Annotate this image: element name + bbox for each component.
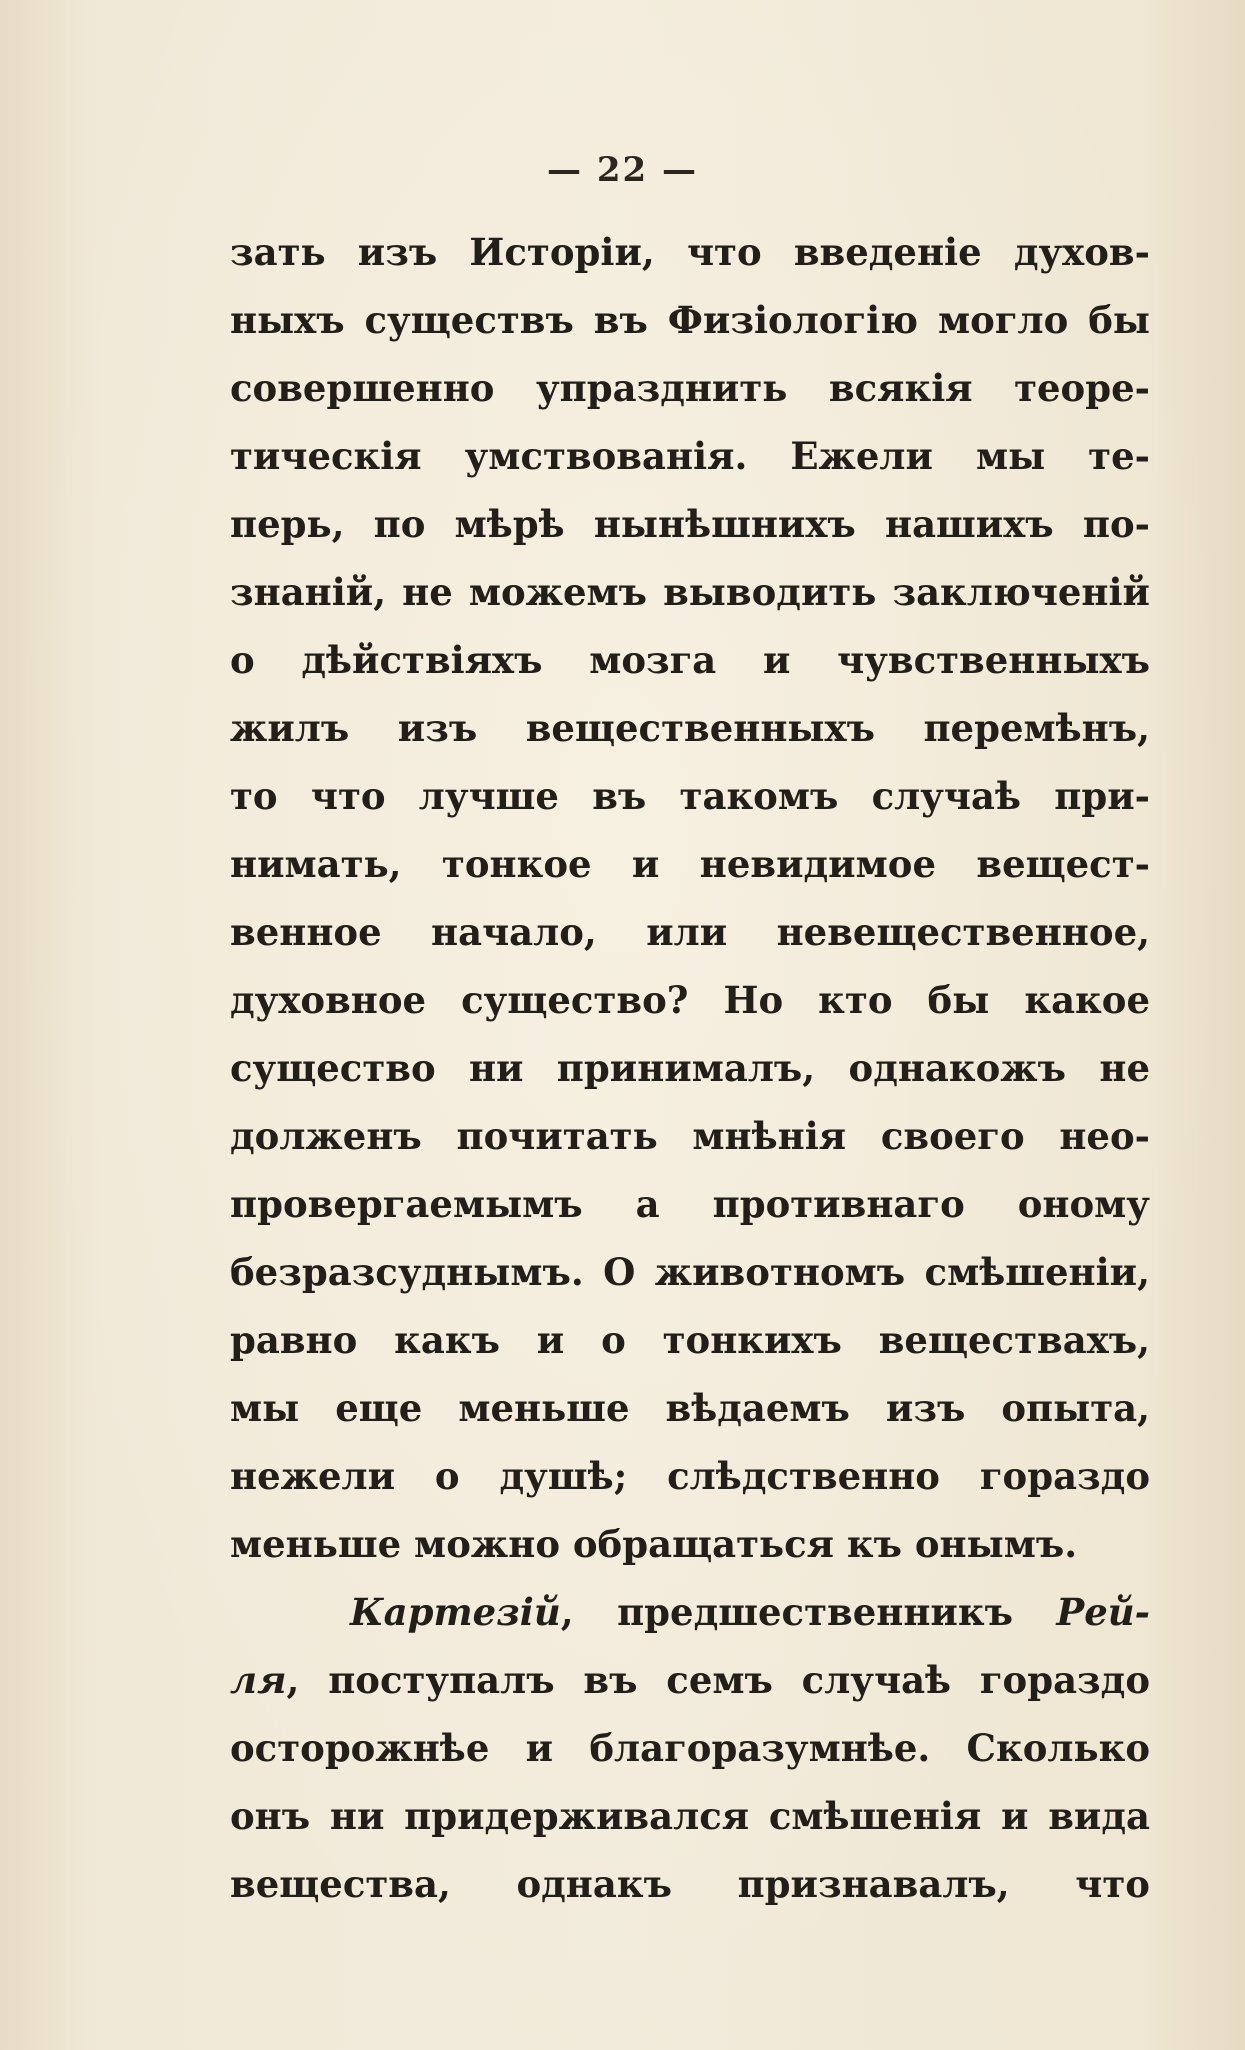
text-line: о дѣйствіяхъ мозга и чувственныхъ xyxy=(230,638,1150,682)
text-line: онъ ни придерживался смѣшенія и вида xyxy=(230,1794,1150,1838)
text-segment: , предшественникъ xyxy=(560,1590,1057,1634)
text-line: то что лучше въ такомъ случаѣ при- xyxy=(230,774,1150,818)
text-line: тическія умствованія. Ежели мы те- xyxy=(230,434,1150,478)
text-line: нимать, тонкое и невидимое вещест- xyxy=(230,842,1150,886)
name-cartesius: Картезій xyxy=(350,1590,561,1634)
text-line: провергаемымъ а противнаго оному xyxy=(230,1182,1150,1226)
text-line: знаній, не можемъ выводить заключеній xyxy=(230,570,1150,614)
text-line: духовное существо? Но кто бы какое xyxy=(230,978,1150,1022)
text-line: безразсуднымъ. О животномъ смѣшеніи, xyxy=(230,1250,1150,1294)
text-line: осторожнѣе и благоразумнѣе. Сколько xyxy=(230,1726,1150,1770)
text-line: совершенно упразднить всякія теоре- xyxy=(230,366,1150,410)
text-line: зать изъ Исторіи, что введеніе духов- xyxy=(230,230,1150,274)
text-line xyxy=(230,1646,1150,1714)
text-line: перь, по мѣрѣ нынѣшнихъ нашихъ по- xyxy=(230,502,1150,546)
text-line: нежели о душѣ; слѣдственно гораздо xyxy=(230,1454,1150,1498)
text-line: ныхъ существъ въ Физіологію могло бы xyxy=(230,298,1150,342)
text-line: равно какъ и о тонкихъ веществахъ, xyxy=(230,1318,1150,1362)
text-line: вещества, однакъ признавалъ, что xyxy=(230,1862,1150,1906)
body-text xyxy=(230,218,1150,1918)
paragraph-end-line: меньше можно обращаться къ онымъ. xyxy=(230,1522,1078,1566)
text-line: существо ни принималъ, однакожъ не xyxy=(230,1046,1150,1090)
name-reil-cont: ля xyxy=(230,1658,287,1702)
text-line: мы еще меньше вѣдаемъ изъ опыта, xyxy=(230,1386,1150,1430)
text-segment: , поступалъ въ семъ случаѣ гораздо xyxy=(286,1658,1150,1702)
name-reil: Рей- xyxy=(1056,1590,1150,1634)
text-line: венное начало, или невещественное, xyxy=(230,910,1150,954)
paragraph2-first-line xyxy=(230,1578,1150,1646)
text-line: долженъ почитать мнѣнія своего нео- xyxy=(230,1114,1150,1158)
page-number: — 22 — xyxy=(547,150,698,190)
text-line: жилъ изъ вещественныхъ перемѣнъ, xyxy=(230,706,1150,750)
